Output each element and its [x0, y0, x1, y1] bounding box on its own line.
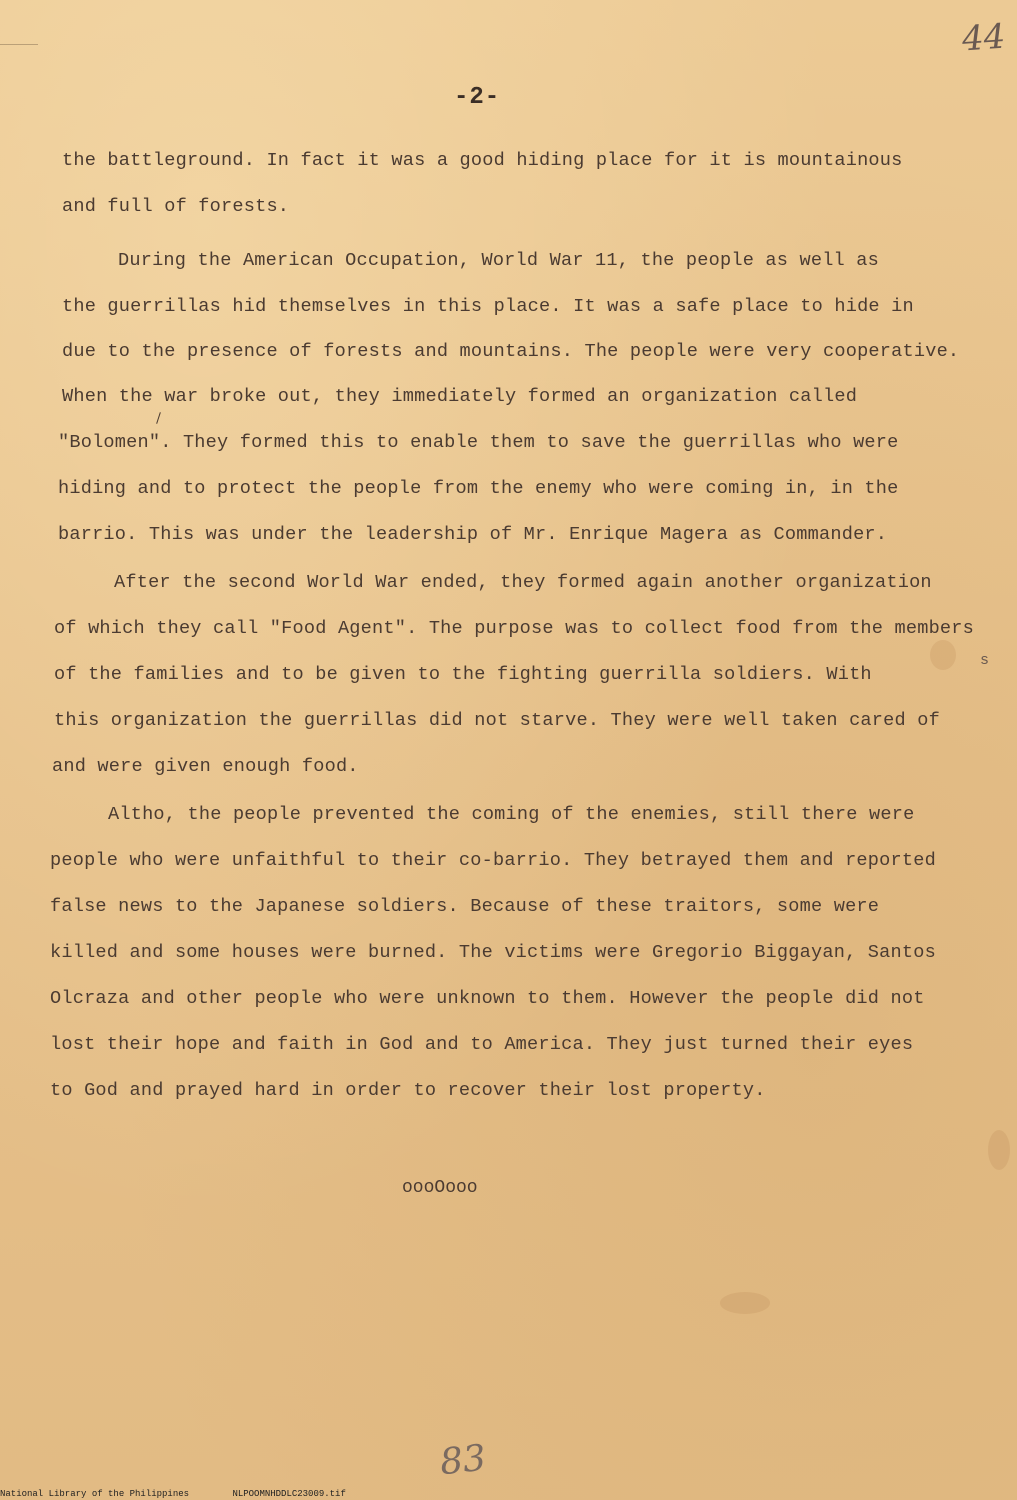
body-line-1: the battleground. In fact it was a good hiding place for it is mountainous	[62, 150, 903, 171]
bleed-through-text	[300, 198, 311, 218]
paper-stain	[988, 1130, 1010, 1170]
end-of-section-mark: oooOooo	[402, 1178, 478, 1198]
paper-stain	[720, 1292, 770, 1314]
body-line-15: Altho, the people prevented the coming of the enemies, still there were	[108, 804, 915, 825]
body-line-7: "Bolomen". They formed this to enable them to save the guerrillas who were	[58, 432, 899, 453]
paper-edge-mark	[0, 44, 38, 45]
body-line-12: of the families and to be given to the fighting guerrilla soldiers. With	[54, 664, 872, 685]
body-line-4: the guerrillas hid themselves in this place. It was a safe place to hide in	[62, 296, 914, 317]
body-line-5: due to the presence of forests and mountains. The people were very cooperative.	[62, 341, 960, 362]
body-line-20: lost their hope and faith in God and to America. They just turned their eyes	[50, 1034, 914, 1055]
body-line-10: After the second World War ended, they formed again another organization	[114, 572, 932, 593]
handwritten-page-number-bottom: 83	[437, 1437, 488, 1484]
body-line-13: this organization the guerrillas did not starve. They were well taken cared of	[54, 710, 940, 731]
body-line-14: and were given enough food.	[52, 756, 359, 777]
body-line-8: hiding and to protect the people from the enemy who were coming in, in the	[58, 478, 899, 499]
body-line-19: Olcraza and other people who were unknown to them. However the people did not	[50, 988, 925, 1009]
body-line-17: false news to the Japanese soldiers. Because of these traitors, some were	[50, 896, 880, 917]
body-line-3: During the American Occupation, World War 11, the people as well as	[118, 250, 879, 271]
footer-institution: National Library of the Philippines	[0, 1489, 190, 1499]
page-number: -2-	[454, 84, 501, 111]
body-line-6: When the war broke out, they immediately formed an organization called	[62, 386, 858, 407]
body-line-21: to God and prayed hard in order to recover their lost property.	[50, 1080, 766, 1101]
body-line-2: and full of forests.	[62, 196, 290, 217]
body-line-16: people who were unfaithful to their co-barrio. They betrayed them and reported	[50, 850, 936, 871]
body-line-9: barrio. This was under the leadership of Mr. Enrique Magera as Commander.	[58, 524, 888, 545]
body-line-11: of which they call "Food Agent". The purpose was to collect food from the members	[54, 618, 975, 639]
footer-file-name: NLPOOMNHDDLC23009.tif	[232, 1489, 346, 1499]
scan-footer	[0, 1489, 384, 1500]
margin-correction-letter: s	[980, 652, 990, 669]
ink-tick-mark	[156, 412, 161, 424]
body-line-18: killed and some houses were burned. The victims were Gregorio Biggayan, Santos	[50, 942, 936, 963]
handwritten-page-number-top: 44	[960, 16, 1007, 60]
paper-stain	[930, 640, 956, 670]
